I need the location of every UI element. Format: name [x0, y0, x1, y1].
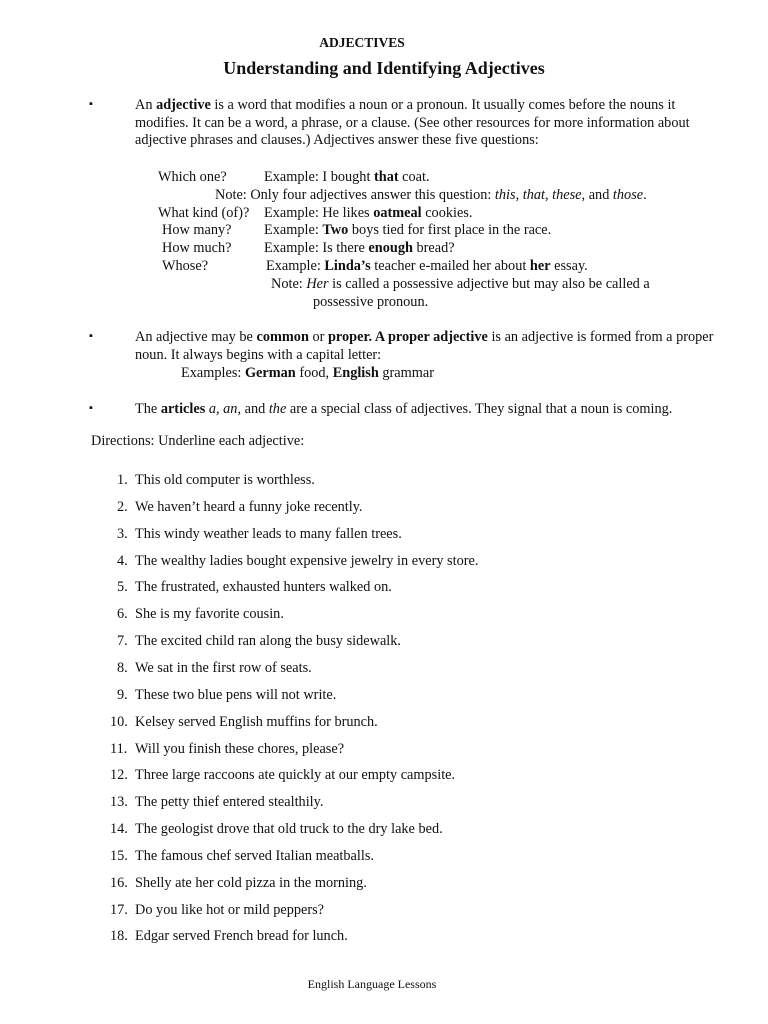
exercise-number: 6.: [117, 606, 128, 623]
exercise-number: 1.: [117, 472, 128, 488]
exercise-number: 18.: [110, 928, 128, 945]
exercise-item: [110, 767, 455, 784]
exercise-item: [110, 821, 443, 838]
exercise-sentence: Do you like hot or mild peppers?: [135, 901, 325, 918]
bullet-marker: ▪: [89, 402, 93, 414]
exercise-number: 15.: [110, 847, 128, 864]
proper-adjective-examples: Examples: German food, English grammar: [181, 365, 434, 381]
bullet-marker: ▪: [89, 330, 93, 342]
exercise-item: [117, 579, 392, 596]
exercise-number: 2.: [117, 498, 128, 515]
exercise-sentence: The excited child ran along the busy sidewalk.: [135, 633, 402, 650]
exercise-item: [117, 499, 363, 516]
exercise-number: 4.: [117, 552, 128, 569]
exercise-number: 8.: [117, 659, 128, 676]
exercise-sentence: This old computer is worthless.: [135, 472, 315, 488]
exercise-sentence: Shelly ate her cold pizza in the morning.: [135, 874, 367, 891]
exercise-item: [110, 794, 323, 811]
exercise-item: [110, 875, 367, 892]
exercise-item: [110, 928, 348, 945]
exercise-number: 17.: [110, 901, 128, 918]
exercise-item: [117, 606, 284, 623]
adjective-definition-paragraph: An adjective is a word that modifies a noun or a pronoun. It usually comes before the nouns it modifies. It can be a word, a phrase, or a clause. (See other resources for more information about adjective phrases and clauses.) Adjectives answer these five questions:: [135, 97, 690, 149]
worksheet-page: ADJECTIVES Understanding and Identifying Adjectives ▪ An adjective is a word that modifies a noun or a pronoun. It usually comes before the nouns it modifies. It can be a word, a phrase, or a clause. (See other resources for more information about adjective phrases and clauses.) Adjectives answer these five questions: Which one? Example: I bought that coat. Note: Only four adjectives answer this question: this, that, these, and those. What kind (of)? Example: He likes oatmeal cookies. How many? Example: Two boys tied for first place in the race. How much? Example: Is there enough bread? Whose? Example: Linda’s teacher e-mailed her about her essay. Note: Her is called a possessive adjective but may also be called a possessive pronoun. ▪ An adjective may be common or proper. A proper adjective is an adjective is formed from a proper noun. It always begins with a capital letter: Examples: German food, English grammar ▪ The articles a, an, and the are a special class of adjectives. They signal that a noun is coming. Directions: Underline each adjective: 1. This old computer is worthless. 2. We haven’t heard a funny joke recently. 3. This windy weather leads to many fallen trees. 4. The wealthy ladies bought expensive jewelry in every store. 5. The frustrated, exhausted hunters walked on. 6. She is my favorite cousin. 7. The excited child ran along the busy sidewalk. 8. We sat in the first row of seats. 9. These two blue pens will not write. 10. Kelsey served English muffins for brunch. 11. Will you finish these chores, please? 12. Three large raccoons ate quickly at our empty campsite. 13. The petty thief entered stealthily. 14. The geologist drove that old truck to the dry lake bed. 15. The famous chef served Italian meatballs. 16. Shelly ate her cold pizza in the morning. 17. Do you like hot or mild peppers? 18. Edgar served French bread for lunch. English Language Lessons: [0, 0, 768, 1024]
exercise-sentence: The frustrated, exhausted hunters walked on.: [135, 579, 392, 596]
exercise-sentence: The famous chef served Italian meatballs.: [135, 847, 374, 864]
exercise-number: 7.: [117, 633, 128, 650]
exercise-item: [110, 714, 378, 731]
exercise-number: 16.: [110, 874, 128, 891]
note-possessive: Note: Her is called a possessive adjective but may also be called a: [271, 276, 650, 292]
exercise-sentence: The petty thief entered stealthily.: [135, 794, 324, 811]
exercise-item: [117, 526, 402, 543]
exercise-sentence: We sat in the first row of seats.: [135, 659, 312, 676]
exercise-sentence: We haven’t heard a funny joke recently.: [135, 498, 363, 515]
exercise-item: [110, 741, 344, 758]
exercise-sentence: She is my favorite cousin.: [135, 606, 284, 623]
page-footer: English Language Lessons: [307, 977, 437, 991]
section-heading: ADJECTIVES: [319, 35, 405, 50]
exercise-sentence: The wealthy ladies bought expensive jewelry in every store.: [135, 552, 479, 569]
exercise-sentence: These two blue pens will not write.: [135, 686, 337, 703]
proper-adjective-paragraph: An adjective may be common or proper. A proper adjective is an adjective is formed from a proper noun. It always begins with a capital letter:: [135, 329, 714, 363]
exercise-sentence: This windy weather leads to many fallen trees.: [135, 525, 402, 542]
exercise-number: 13.: [110, 794, 128, 811]
exercise-number: 14.: [110, 821, 128, 838]
note-possessive-continued: possessive pronoun.: [313, 294, 429, 310]
note-four-adjectives: Note: Only four adjectives answer this question: this, that, these, and those.: [215, 187, 647, 203]
exercise-number: 11.: [110, 740, 128, 757]
directions: Directions: Underline each adjective:: [91, 433, 305, 449]
exercise-item: [110, 848, 374, 865]
articles-paragraph: The articles a, an, and the are a special class of adjectives. They signal that a noun is coming.: [135, 401, 673, 417]
exercise-sentence: Will you finish these chores, please?: [135, 740, 345, 757]
exercise-sentence: Kelsey served English muffins for brunch.: [135, 713, 378, 730]
exercise-item: [117, 633, 401, 650]
exercise-sentence: Edgar served French bread for lunch.: [135, 928, 348, 945]
exercise-sentence: The geologist drove that old truck to the dry lake bed.: [135, 821, 443, 838]
exercise-number: 3.: [117, 525, 128, 542]
exercise-number: 10.: [110, 713, 128, 730]
exercise-number: 5.: [117, 579, 128, 596]
page-title: Understanding and Identifying Adjectives: [223, 58, 545, 78]
exercise-item: [117, 553, 478, 570]
exercise-item: [117, 660, 312, 677]
bullet-marker: ▪: [89, 98, 93, 110]
exercise-number: 12.: [110, 767, 128, 784]
exercise-sentence: Three large raccoons ate quickly at our empty campsite.: [135, 767, 456, 784]
exercise-item: [110, 902, 324, 919]
exercise-item: [117, 472, 315, 489]
exercise-number: 9.: [117, 686, 128, 703]
exercise-item: [117, 687, 336, 704]
